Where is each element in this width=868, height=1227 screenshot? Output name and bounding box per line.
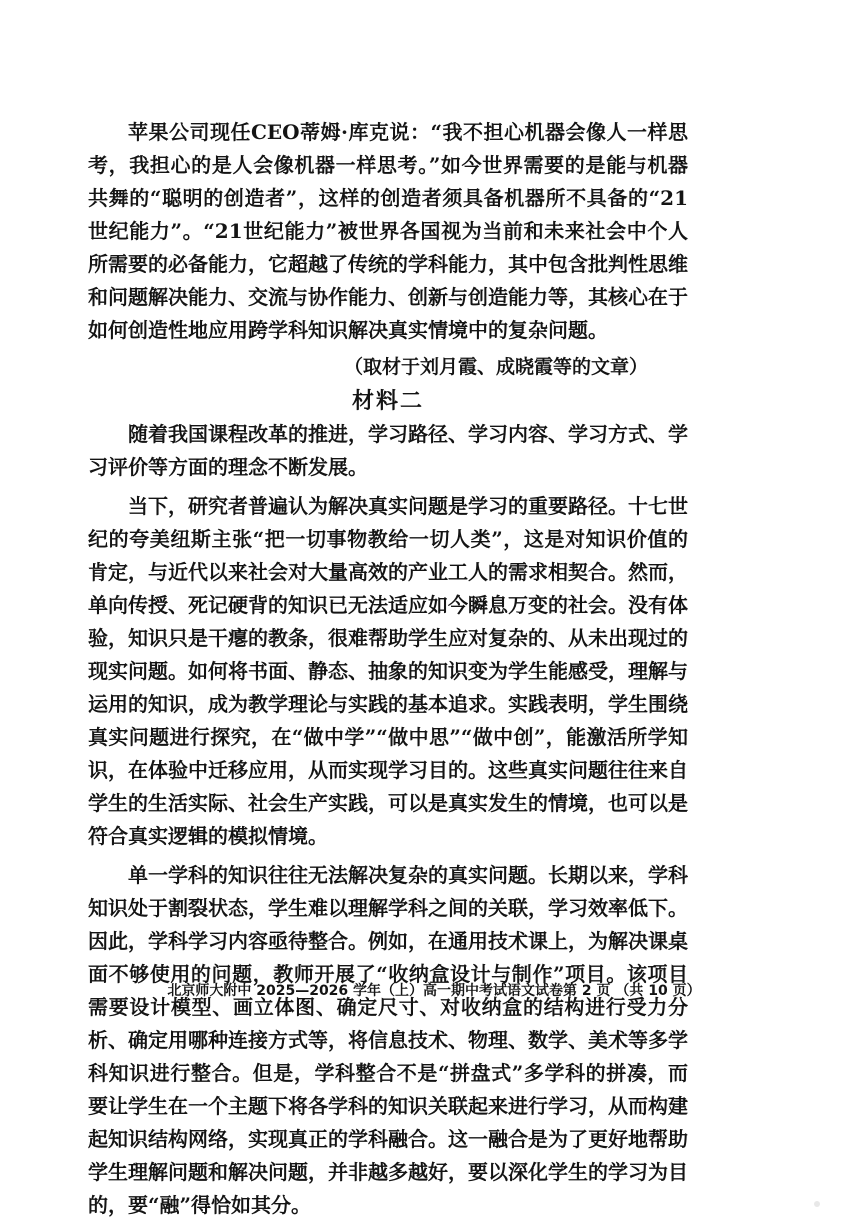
paragraph-4: 单一学科的知识往往无法解决复杂的真实问题。长期以来，学科知识处于割裂状态，学生难以理解学科之间的关联，学习效率低下。因此，学科学习内容亟待整合。例如，在通用技术课上，为解决课桌面不够使用的问题，教师开展了“收纳盒设计与制作”项目。该项目需要设计模型、画立体图、确定尺寸、对收纳盒的结构进行受力分析、确定用哪种连接方式等，将信息技术、物理、数学、美术等多学科知识进行整合。但是，学科整合不是“拼盘式”多学科的拼凑，而要让学生在一个主题下将各学科的知识关联起来进行学习，从而构建起知识结构网络，实现真正的学科融合。这一融合是为了更好地帮助学生理解问题和解决问题，并非越多越好，要以深化学生的学习为目的，要“融”得恰如其分。	[88, 863, 688, 1217]
paragraph-2: 随着我国课程改革的推进，学习路径、学习内容、学习方式、学习评价等方面的理念不断发展。	[88, 422, 688, 479]
paragraph-3: 当下，研究者普遍认为解决真实问题是学习的重要路径。十七世纪的夸美纽斯主张“把一切事物教给一切人类”，这是对知识价值的肯定，与近代以来社会对大量高效的产业工人的需求相契合。然而，单向传授、死记硬背的知识已无法适应如今瞬息万变的社会。没有体验，知识只是干瘪的教条，很难帮助学生应对复杂的、从未出现过的现实问题。如何将书面、静态、抽象的知识变为学生能感受，理解与运用的知识，成为教学理论与实践的基本追求。实践表明，学生围绕真实问题进行探究，在“做中学”“做中思”“做中创”，能激活所学知识，在体验中迁移应用，从而实现学习目的。这些真实问题往往来自学生的生活实际、社会生产实践，可以是真实发生的情境，也可以是符合真实逻辑的模拟情境。	[88, 494, 688, 848]
document-body	[88, 116, 688, 1222]
paragraph-1: 苹果公司现任CEO蒂姆·库克说：“我不担心机器会像人一样思考，我担心的是人会像机器一样思考。”如今世界需要的是能与机器共舞的“聪明的创造者”，这样的创造者须具备机器所不具备的“21世纪能力”。“21世纪能力”被世界各国视为当前和未来社会中个人所需要的必备能力，它超越了传统的学科能力，其中包含批判性思维和问题解决能力、交流与协作能力、创新与创造能力等，其核心在于如何创造性地应用跨学科知识解决真实情境中的复杂问题。	[88, 120, 688, 342]
page-footer: 北京师大附中 2025—2026 学年（上）高一期中考试语文试卷第 2 页 （共 10 页）	[167, 983, 701, 999]
scan-speck	[814, 1201, 820, 1207]
material-two-heading: 材料二	[351, 388, 424, 414]
source-citation: （取材于刘月霞、成晓霞等的文章）	[343, 356, 648, 378]
